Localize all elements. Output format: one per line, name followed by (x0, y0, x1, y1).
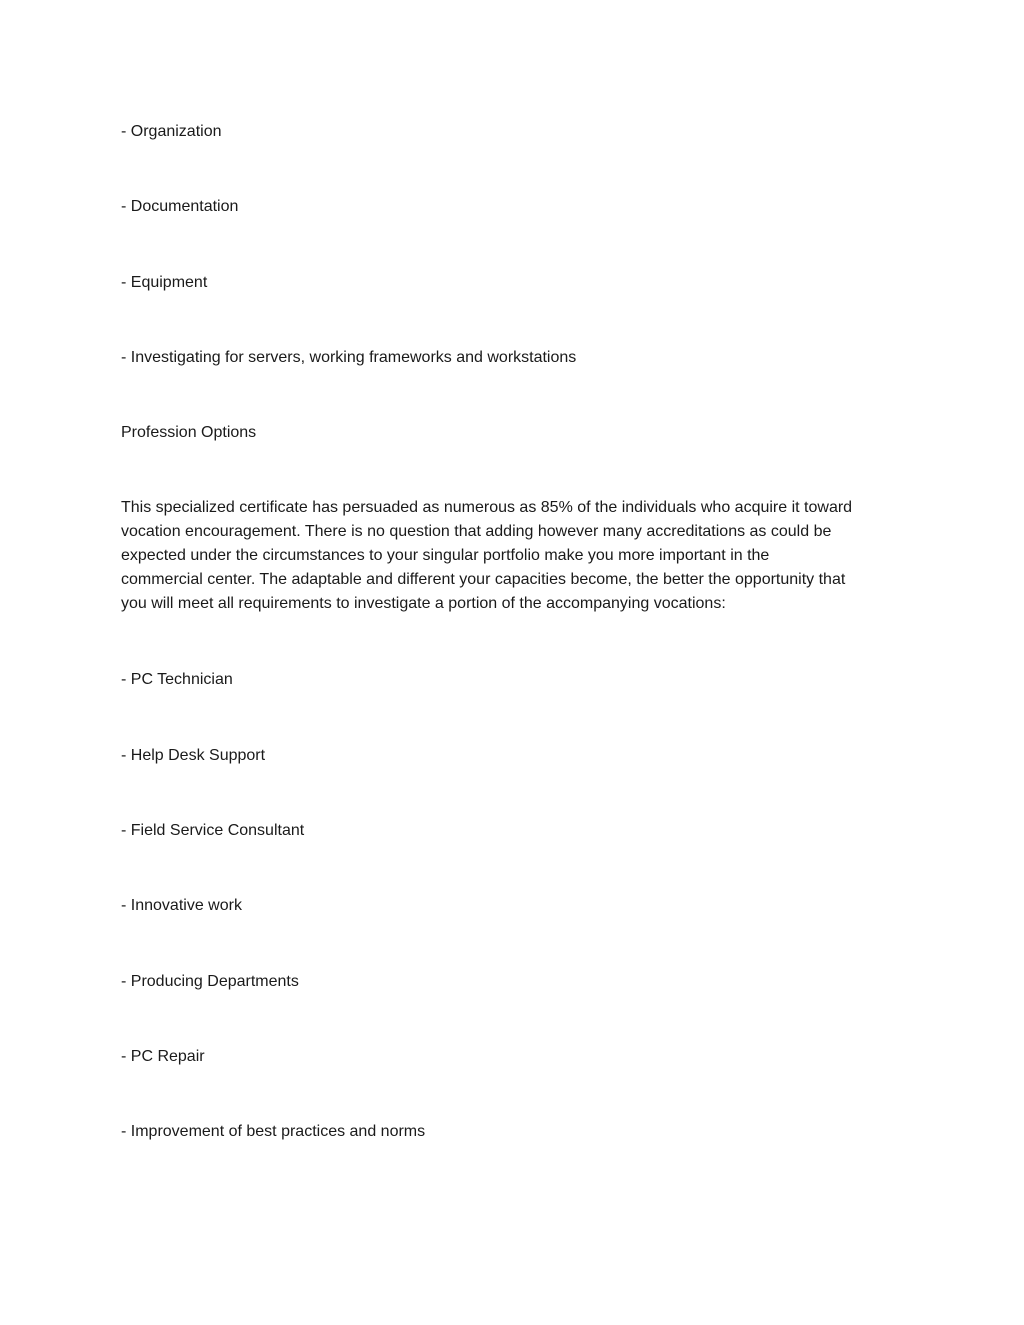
list-item-pc-repair: - PC Repair (121, 1048, 205, 1065)
body-paragraph (121, 496, 921, 616)
paragraph-line: you will meet all requirements to investigate a portion of the accompanying vocations: (121, 595, 726, 612)
list-item-pc-technician: - PC Technician (121, 671, 233, 688)
list-item-documentation: - Documentation (121, 198, 239, 215)
paragraph-line: commercial center. The adaptable and different your capacities become, the better the opportunity that (121, 571, 846, 588)
list-item-investigating: - Investigating for servers, working frameworks and workstations (121, 349, 577, 366)
paragraph-line: vocation encouragement. There is no question that adding however many accreditations as could be (121, 523, 832, 540)
list-item-improvement: - Improvement of best practices and norms (121, 1123, 426, 1140)
list-item-equipment: - Equipment (121, 274, 208, 291)
list-item-producing-departments: - Producing Departments (121, 973, 299, 990)
section-heading: Profession Options (121, 424, 257, 441)
list-item-organization: - Organization (121, 123, 222, 140)
paragraph-line: This specialized certificate has persuaded as numerous as 85% of the individuals who acquire it toward (121, 499, 853, 516)
list-item-field-service: - Field Service Consultant (121, 822, 305, 839)
paragraph-line: expected under the circumstances to your singular portfolio make you more important in the (121, 547, 770, 564)
list-item-innovative-work: - Innovative work (121, 897, 242, 914)
list-item-help-desk: - Help Desk Support (121, 747, 266, 764)
